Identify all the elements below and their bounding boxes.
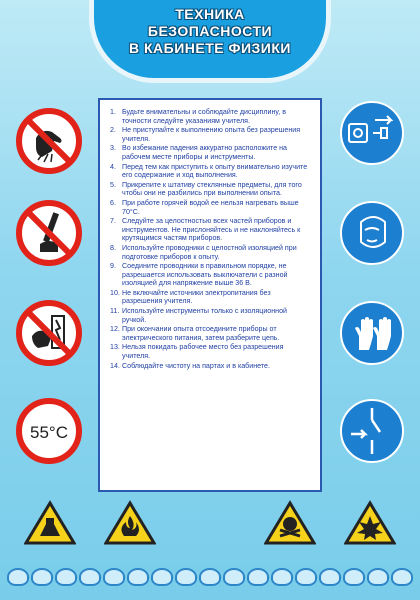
ornament-icon	[79, 568, 101, 586]
rule-item: 1. Будьте внимательны и соблюдайте дисциплину, в точности следуйте указаниям учителя.	[110, 108, 286, 125]
toxic-skull-warning-icon	[264, 500, 316, 546]
ornament-icon	[223, 568, 245, 586]
ornament-icon	[343, 568, 365, 586]
rule-item: 4. Перед тем как приступить к опыту внимательно изучите его содержание и ход выполнения.	[110, 162, 308, 180]
rule-item: 6. При работе горячей водой ее нельзя нагревать выше 70°С.	[110, 198, 299, 216]
ornament-icon	[271, 568, 293, 586]
rules-panel	[98, 98, 322, 492]
decorative-border	[0, 568, 420, 592]
rule-item: 12. При окончании опыта отсоедините приборы от электрического питания, затем разберите цепь.	[110, 325, 280, 342]
rule-item: 9. Соедините проводники в правильном порядке, не разрешается использовать выключатели с разной изоляцией для напряжение выше 36 В.	[110, 262, 288, 288]
rule-item: 8. Используйте проводники с целостной изоляцией при подготовке приборов к опыту.	[110, 243, 297, 261]
ornament-icon	[199, 568, 221, 586]
rule-item: 11. Используйте инструменты только с изоляционной ручкой.	[110, 307, 287, 324]
ornament-icon	[175, 568, 197, 586]
ornament-icon	[7, 568, 29, 586]
rules-list	[110, 108, 312, 370]
rule-item: 13. Нельзя покидать рабочее место без разрешения учителя.	[110, 343, 284, 361]
no-hand-cutting-icon	[16, 300, 82, 366]
ornament-icon	[31, 568, 53, 586]
ornament-icon	[367, 568, 389, 586]
ornament-icon	[151, 568, 173, 586]
flammable-warning-icon	[104, 500, 156, 546]
rule-item: 5. Прикрепите к штативу стеклянные предметы, для того чтобы они не разбились при выполнении опыта.	[110, 180, 302, 198]
ornament-icon	[127, 568, 149, 586]
unplug-socket-icon	[339, 100, 405, 166]
rule-item: 3. Во избежание падения аккуратно расположите на рабочем месте приборы и инструменты.	[110, 144, 288, 161]
no-touching-hand-icon	[16, 108, 82, 174]
rule-item: 10. Не включайте источники электропитания без разрешения учителя.	[110, 288, 271, 306]
title-line-1: ТЕХНИКА	[175, 6, 245, 22]
no-high-temperature-icon	[16, 398, 82, 464]
ornament-icon	[319, 568, 341, 586]
ornament-icon	[295, 568, 317, 586]
switch-off-icon	[339, 398, 405, 464]
title-line-3: В КАБИНЕТЕ ФИЗИКИ	[129, 40, 291, 56]
rule-item: 14. Соблюдайте чистоту на партах и в кабинете.	[110, 361, 270, 370]
face-shield-icon	[339, 200, 405, 266]
ornament-icon	[247, 568, 269, 586]
ornament-icon	[55, 568, 77, 586]
temperature-label: 55°C	[30, 423, 68, 442]
rule-item: 7. Следуйте за целостностью всех частей приборов и инструментов. Не прислоняйтесь и не наклоняйтесь к крутящимся частям приборов.	[110, 217, 301, 243]
ornament-icon	[391, 568, 413, 586]
protective-gloves-icon	[339, 300, 405, 366]
no-tool-icon	[16, 200, 82, 266]
title-line-2: БЕЗОПАСНОСТИ	[147, 23, 273, 39]
explosive-warning-icon	[344, 500, 396, 546]
ornament-icon	[103, 568, 125, 586]
poster-title	[94, 6, 326, 57]
biohazard-flask-warning-icon	[24, 500, 76, 546]
rule-item: 2. Не приступайте к выполнению опыта без разрешения учителя.	[110, 126, 301, 143]
